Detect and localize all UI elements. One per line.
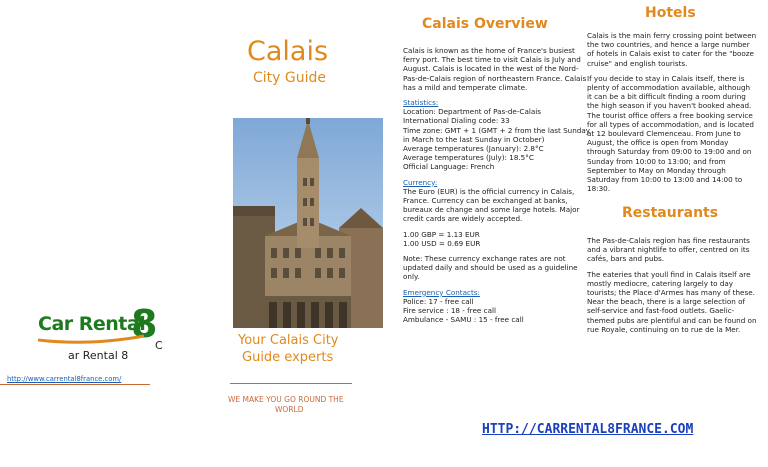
restaurants-column: [587, 236, 757, 340]
restaurants-heading: Restaurants: [622, 205, 719, 221]
logo-swoosh-icon: [36, 334, 146, 344]
overview-column: [403, 46, 593, 324]
hotels-paragraph: If you decide to stay in Calais itself, there is plenty of accommodation available, although it can be a bit difficult finding a room during the high season if you haven't booked ahead. The tourist office offers a free booking service for all types of accommodation, and is located at 12 boulevard Clemenceau. From June to August, the office is open from Monday through Saturday from 09:00 to 19:00 and on Sunday from 10:00 to 13:00; and from September to May on Monday through Saturday from 10:00 to 13:00 and 14:00 to 18:30.: [587, 73, 754, 194]
logo-number: 8: [131, 302, 158, 346]
hotels-heading: Hotels: [645, 5, 696, 21]
overview-heading: Calais Overview: [422, 16, 548, 32]
statistics-item: Average temperatures (July): 18.5°C: [403, 153, 534, 163]
divider: [0, 384, 150, 385]
statistics-item: Time zone: GMT + 1 (GMT + 2 from the last Sunday in March to the last Sunday in October): [403, 125, 590, 144]
website-link[interactable]: http://www.carrental8france.com/: [7, 375, 122, 383]
motto: WORLD: [275, 405, 304, 414]
logo-wordmark: Car Rental: [38, 313, 146, 335]
footer-website-link[interactable]: HTTP://CARRENTAL8FRANCE.COM: [482, 422, 694, 437]
emergency-item: Ambulance - SAMU : 15 - free call: [403, 315, 524, 325]
emergency-item: Fire service : 18 - free call: [403, 306, 496, 316]
motto: WE MAKE YOU GO ROUND THE: [228, 395, 344, 404]
statistics-item: Official Language: French: [403, 162, 495, 172]
hotels-paragraph: Calais is the main ferry crossing point between the two countries, and hence a large number of hotels in Calais exist to cater for the "booze cruise" and english tourists.: [587, 31, 757, 68]
restaurants-paragraph: The Pas-de-Calais region has fine restaurants and a vibrant nightlife to offer, centred on its cafés, bars and pubs.: [587, 236, 750, 264]
emergency-heading: Emergency Contacts:: [403, 287, 480, 297]
overview-intro: Calais is known as the home of France's busiest ferry port. The best time to visit Calais is July and August. Calais is located in the west of the Nord-Pas-de-Calais region of northeastern France. Calais has a mild and temperate climate.: [403, 46, 587, 92]
statistics-item: International Dialing code: 33: [403, 116, 510, 126]
logo-subtitle: ar Rental 8: [68, 349, 129, 362]
currency-note: Note: These currency exchange rates are not updated daily and should be used as a guideline only.: [403, 254, 578, 282]
exchange-rate: 1.00 USD = 0.69 EUR: [403, 238, 481, 248]
tagline: Guide experts: [242, 350, 334, 365]
statistics-item: Location: Department of Pas-de-Calais: [403, 107, 541, 117]
emergency-item: Police: 17 - free call: [403, 296, 474, 306]
statistics-item: Average temperatures (January): 2.8°C: [403, 144, 544, 154]
town-hall-photo: [233, 118, 383, 328]
tagline: Your Calais City: [238, 333, 339, 348]
currency-text: The Euro (EUR) is the official currency in Calais, France. Currency can be exchanged at banks, bureaux de change and some large hotels. Major credit cards are widely accepted.: [403, 186, 580, 224]
statistics-heading: Statistics:: [403, 98, 439, 108]
logo-fragment: C: [155, 339, 163, 352]
exchange-rate: 1.00 GBP = 1.13 EUR: [403, 229, 480, 239]
divider: [230, 383, 352, 384]
page-subtitle: City Guide: [253, 70, 327, 86]
page-title: Calais: [247, 36, 329, 67]
hotels-column: [587, 31, 757, 199]
currency-heading: Currency:: [403, 177, 438, 187]
restaurants-paragraph: The eateries that youll find in Calais itself are mostly mediocre, catering largely to day tourists; the Place d'Armes has many of these. Near the beach, there is a large selection of self-service and fast-food outlets. Gaelic-themed pubs are plentiful and can be found on rue Royale, continuing on to rue de la Mer.: [587, 269, 757, 334]
